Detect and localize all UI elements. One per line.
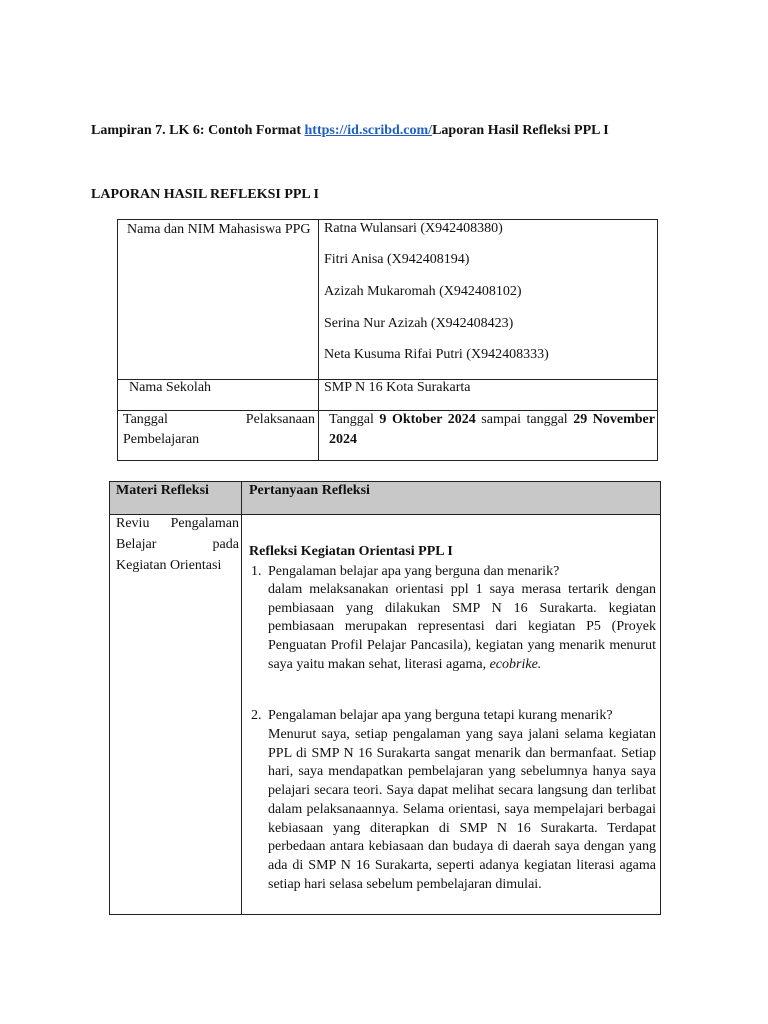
member-name: Azizah Mukaromah (X942408102) (324, 284, 522, 299)
materi-cell: Reviu Pengalaman Belajar pada Kegiatan Orientasi (116, 516, 239, 573)
member-name: Serina Nur Azizah (X942408423) (324, 316, 514, 331)
question-number: 2. (251, 708, 262, 723)
name-label: Nama dan NIM Mahasiswa PPG (127, 222, 311, 237)
reflection-table (109, 481, 661, 915)
date-word: sampai tanggal (475, 412, 574, 427)
pertanyaan-header: Pertanyaan Refleksi (249, 483, 370, 498)
member-name: Ratna Wulansari (X942408380) (324, 221, 503, 236)
question-number: 1. (251, 564, 262, 579)
page-heading (91, 123, 609, 139)
answer-text: Menurut saya, setiap pengalaman yang saya jalani selama kegiatan PPL di SMP N 16 Surakarta sangat menarik dan bermanfaat. Setiap hari, saya mendapatkan pembelajaran yang sebelumnya hanya saya pelajari secara teori. Saya dapat melihat secara langsung dan terlibat dalam pelaksanaannya. Selama orientasi, saya mempelajari berbagai kebiasaan yang diterapkan di SMP N 16 Surakarta. Terdapat perbedaan antara kebiasaan dan budaya di daerah saya dengan yang ada di SMP N 16 Surakarta, seperti adanya kegiatan literasi agama setiap hari selasa sebelum pembelajaran dimulai. (268, 727, 656, 892)
answer-italic: ecobrike. (489, 656, 542, 672)
document-title: LAPORAN HASIL REFLEKSI PPL I (91, 187, 319, 202)
table-divider (241, 482, 242, 914)
start-date: 9 Oktober 2024 (379, 412, 476, 427)
member-name: Fitri Anisa (X942408194) (324, 252, 470, 267)
identity-table (117, 219, 658, 461)
end-date: 29 November 2024 (329, 412, 655, 447)
date-label: Tanggal Pelaksanaan Pembelajaran (123, 412, 315, 447)
table-divider (318, 220, 319, 460)
answer-text (268, 581, 656, 675)
heading-prefix: Lampiran 7. LK 6: Contoh Format (91, 123, 305, 138)
question-text: Pengalaman belajar apa yang berguna dan menarik? (268, 564, 560, 579)
materi-header: Materi Refleksi (116, 483, 209, 498)
heading-suffix: Laporan Hasil Refleksi PPL I (432, 123, 609, 138)
school-label: Nama Sekolah (129, 380, 212, 395)
date-value (329, 410, 655, 450)
scribd-link[interactable]: https://id.scribd.com/ (304, 123, 433, 138)
date-word: Tanggal (329, 412, 380, 427)
school-value: SMP N 16 Kota Surakarta (324, 380, 471, 395)
question-text: Pengalaman belajar apa yang berguna tetapi kurang menarik? (268, 708, 613, 723)
answer-body: dalam melaksanakan orientasi ppl 1 saya merasa tertarik dengan pembiasaan yang dilakukan SMP N 16 Surakarta. kegiatan pembiasaan merupakan representasi dari kegiatan P5 (Proyek Penguatan Profil Pelajar Pancasila), kegiatan yang menarik menurut saya yaitu makan sehat, literasi agama, (268, 582, 656, 672)
section-title: Refleksi Kegiatan Orientasi PPL I (249, 544, 453, 559)
member-name: Neta Kusuma Rifai Putri (X942408333) (324, 347, 549, 362)
